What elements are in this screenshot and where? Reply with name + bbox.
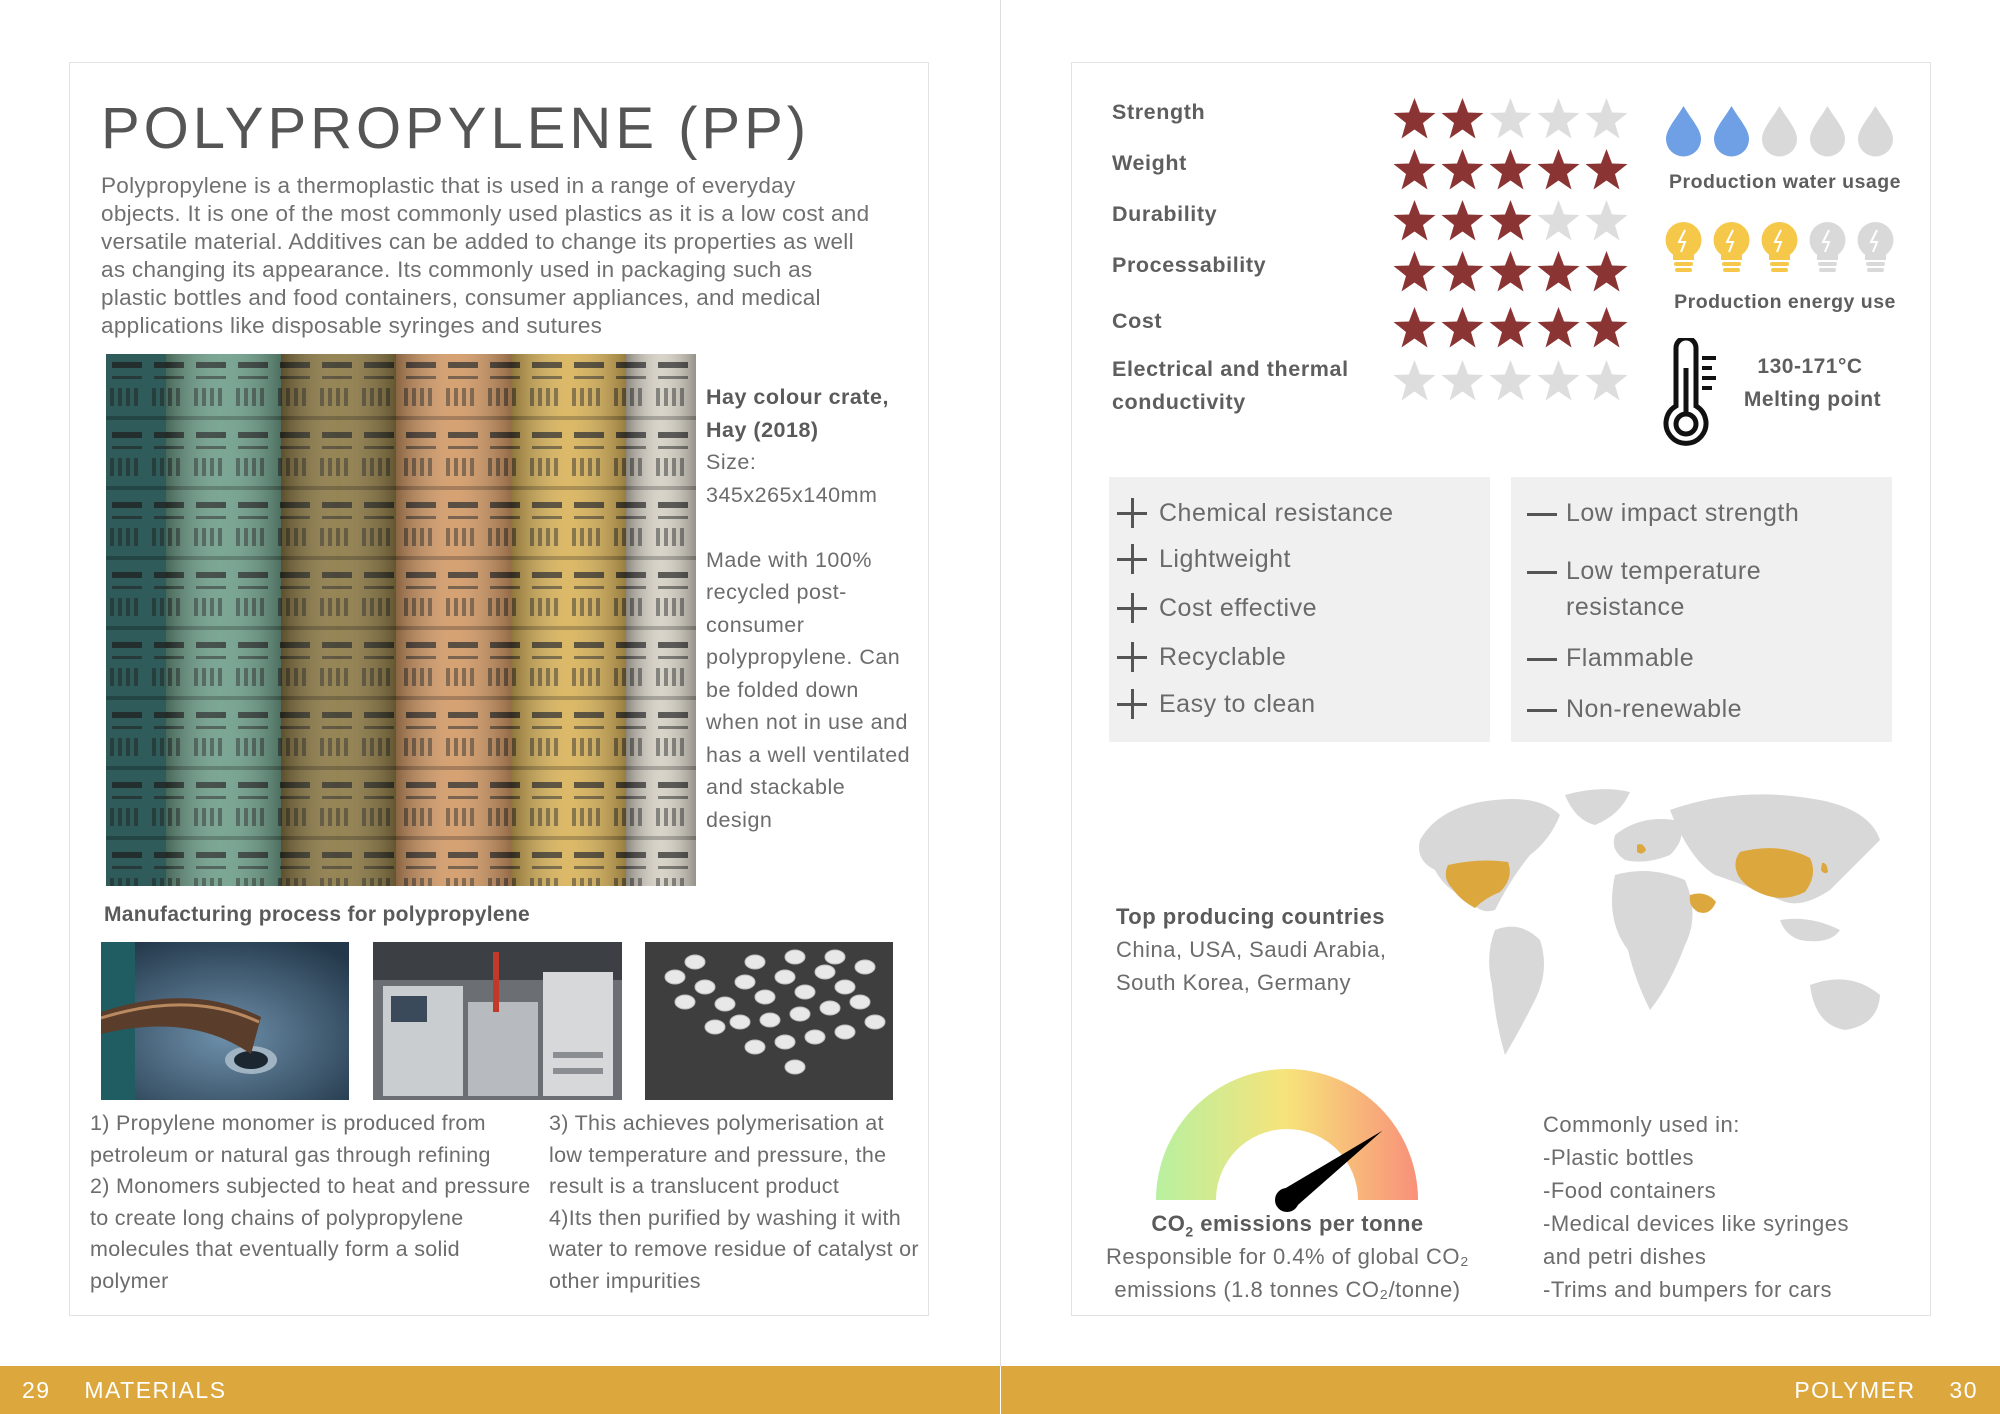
pellets-photo-image [645,942,893,1100]
plus-icon [1117,498,1147,528]
rating-conductivity [1392,358,1629,403]
star-filled-icon [1488,198,1533,243]
energy-bulbs [1661,220,1898,278]
step-1: 1) Propylene monomer is produced from petroleum or natural gas through refining [90,1111,491,1167]
plus-icon [1117,642,1147,672]
star-filled-icon [1584,305,1629,350]
uses-item: and petri dishes [1543,1244,1707,1269]
co2-line1: Responsible for 0.4% of global CO₂ [1105,1244,1470,1269]
minus-icon [1527,709,1557,712]
property-label-conductivity [1112,353,1349,419]
con-item: Low impact strength [1566,499,1800,527]
property-label-cost: Cost [1112,309,1163,333]
property-label-strength: Strength [1112,100,1206,124]
petroleum-photo [101,942,349,1100]
caption-description: Made with 100% recycled post-consumer polypropylene. Can be folded down when not in use and has a well ventilated and stackable design [706,547,911,832]
pro-item: Chemical resistance [1159,499,1394,527]
co2-heading-post: emissions per tonne [1193,1211,1424,1236]
property-label-conductivity-line2: conductivity [1112,390,1246,414]
star-empty-icon [1584,198,1629,243]
caption-size-value: 345x265x140mm [706,482,878,507]
producers-block [1116,900,1387,999]
rating-strength [1392,96,1629,141]
star-empty-icon [1536,358,1581,403]
star-filled-icon [1440,249,1485,294]
petroleum-photo-image [101,942,349,1100]
footer-left [0,1366,1000,1414]
crate-photo-image [106,354,696,886]
producers-line2: South Korea, Germany [1116,970,1352,995]
star-filled-icon [1440,198,1485,243]
light-bulb-on-icon [1757,220,1802,278]
rating-cost [1392,305,1629,350]
melting-point-label: Melting point [1743,388,1882,411]
star-filled-icon [1392,198,1437,243]
star-empty-icon [1584,358,1629,403]
water-drops [1661,104,1898,158]
star-filled-icon [1584,147,1629,192]
star-empty-icon [1488,358,1533,403]
plus-icon [1117,689,1147,719]
water-usage-label: Production water usage [1668,171,1902,193]
minus-icon [1527,513,1557,516]
caption-title-line2: Hay (2018) [706,417,819,442]
property-label-weight: Weight [1112,151,1187,175]
caption-title-line1: Hay colour crate, [706,385,889,409]
uses-block [1543,1108,1913,1306]
con-item: Non-renewable [1566,695,1743,723]
footer-right [1001,1366,2000,1414]
footer-section-left: MATERIALS [84,1377,227,1403]
steps-column-1 [90,1108,535,1297]
star-empty-icon [1440,358,1485,403]
water-drop-filled-icon [1709,104,1754,158]
footer-section-right: POLYMER [1794,1377,1916,1403]
property-label-durability: Durability [1112,202,1218,226]
star-filled-icon [1488,305,1533,350]
co2-gauge [1150,1065,1425,1215]
footer-page-number-right: 30 [1949,1377,1978,1403]
co2-heading-sub: 2 [1185,1223,1194,1240]
water-drop-filled-icon [1661,104,1706,158]
water-drop-empty-icon [1805,104,1850,158]
star-filled-icon [1488,147,1533,192]
light-bulb-off-icon [1853,220,1898,278]
plus-icon [1117,593,1147,623]
star-filled-icon [1392,96,1437,141]
producers-heading: Top producing countries [1116,904,1385,929]
caption-size-label: Size: [706,450,757,474]
footer-page-number-left: 29 [22,1377,51,1403]
star-empty-icon [1536,198,1581,243]
star-filled-icon [1536,147,1581,192]
uses-item: -Medical devices like syringes [1543,1211,1849,1236]
plus-icon [1117,544,1147,574]
rating-durability [1392,198,1629,243]
co2-line2: emissions (1.8 tonnes CO₂/tonne) [1114,1277,1461,1302]
thermometer-icon [1660,338,1720,450]
rating-processability [1392,249,1629,294]
pro-item: Easy to clean [1159,690,1316,718]
manufacturing-heading: Manufacturing process for polypropylene [104,903,530,926]
producers-line1: China, USA, Saudi Arabia, [1116,937,1387,962]
light-bulb-on-icon [1709,220,1754,278]
step-2: 2) Monomers subjected to heat and pressure to create long chains of polypropylene molecules that eventually form a solid polymer [90,1174,531,1293]
uses-item: -Trims and bumpers for cars [1543,1277,1832,1302]
page-spine [1000,0,1001,1366]
star-filled-icon [1392,249,1437,294]
property-label-conductivity-line1: Electrical and thermal [1112,357,1349,381]
factory-photo [373,942,622,1100]
uses-heading: Commonly used in: [1543,1112,1740,1137]
water-drop-empty-icon [1757,104,1802,158]
energy-use-label: Production energy use [1674,291,1896,313]
water-drop-empty-icon [1853,104,1898,158]
pro-item: Recyclable [1159,643,1287,671]
con-item: Low temperature resistance [1566,557,1762,621]
step-4: 4)Its then purified by washing it with water to remove residue of catalyst or other impurities [549,1205,919,1293]
crate-caption [706,381,916,836]
factory-photo-image [373,942,622,1100]
crate-photo [106,354,696,886]
star-filled-icon [1392,147,1437,192]
melting-point-value: 130-171°C [1757,355,1863,378]
star-filled-icon [1488,249,1533,294]
pro-item: Lightweight [1159,545,1291,573]
star-filled-icon [1440,96,1485,141]
star-empty-icon [1536,96,1581,141]
light-bulb-off-icon [1805,220,1850,278]
minus-icon [1527,658,1557,661]
star-filled-icon [1440,305,1485,350]
star-filled-icon [1536,305,1581,350]
star-filled-icon [1536,249,1581,294]
uses-item: -Food containers [1543,1178,1717,1203]
steps-column-2 [549,1108,919,1297]
star-empty-icon [1392,358,1437,403]
star-empty-icon [1584,96,1629,141]
star-filled-icon [1440,147,1485,192]
uses-item: -Plastic bottles [1543,1145,1695,1170]
property-label-processability: Processability [1112,253,1267,277]
step-3: 3) This achieves polymerisation at low temperature and pressure, the result is a translucent product [549,1111,887,1198]
page-title: POLYPROPYLENE (PP) [101,96,811,161]
world-map [1400,780,1905,1080]
intro-paragraph: Polypropylene is a thermoplastic that is used in a range of everyday objects. It is one of the most commonly used plastics as it is a low cost and versatile material. Additives can be added to change its properties as well as changing its appearance. Its commonly used in packaging such as plastic bottles and food containers, consumer appliances, and medical applications like disposable syringes and sutures [101,173,870,338]
minus-icon [1527,571,1557,574]
pro-item: Cost effective [1159,594,1318,622]
star-filled-icon [1392,305,1437,350]
star-filled-icon [1584,249,1629,294]
con-item: Flammable [1566,644,1695,672]
light-bulb-on-icon [1661,220,1706,278]
co2-heading-pre: CO [1151,1211,1186,1236]
rating-weight [1392,147,1629,192]
star-empty-icon [1488,96,1533,141]
pellets-photo [645,942,893,1100]
